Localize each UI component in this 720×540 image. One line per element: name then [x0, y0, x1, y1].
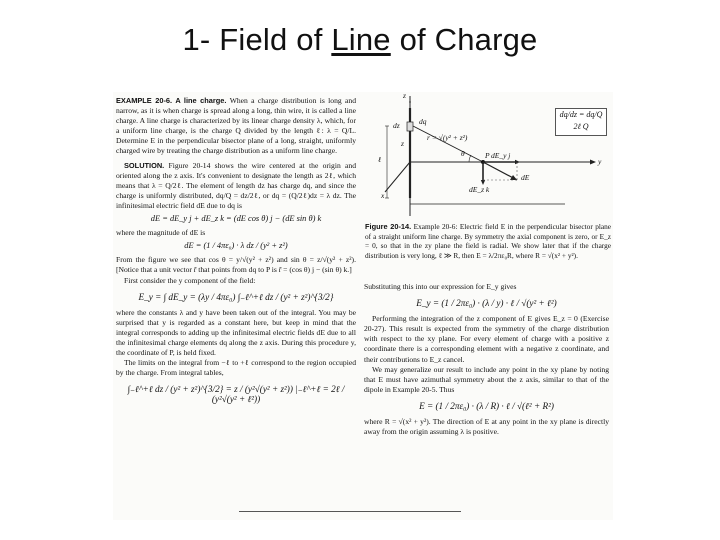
- figure-label-theta: θ: [461, 149, 465, 158]
- slide-title: [0, 22, 720, 58]
- figure-label-P: P: [485, 151, 490, 160]
- r-vector-line: [413, 126, 483, 162]
- equation-dE-vector: dE = dE_y j + dE_z k = (dE cos θ) j − (dE sin θ) k: [150, 214, 322, 224]
- magnitude-text: where the magnitude of dE is: [116, 228, 206, 238]
- equation-integral-table: ∫₋ℓ^+ℓ dz / (y² + z²)^{3/2} = z / (y²√(y² + z²)) |₋ℓ^+ℓ = 2ℓ / (y²√(y² + ℓ²)): [127, 384, 345, 405]
- figure-label-z-coordinate: z: [401, 139, 404, 148]
- figure-label-dE: dE: [521, 173, 530, 182]
- equation-dE-magnitude: dE = (1 / 4πε₀) · λ dz / (y² + z²): [184, 241, 288, 251]
- charge-element-dz: [407, 122, 413, 131]
- y-component-text: First consider the y component of the field:: [124, 275, 256, 285]
- figure-inset-formula: [555, 108, 607, 136]
- figure-label-ell: ℓ: [378, 155, 382, 164]
- solution-paragraph: [116, 161, 356, 211]
- inset-formula-line-1: dq/dz = dq/Q: [559, 110, 603, 119]
- figure-label-dEy-j: dE_y j: [491, 151, 511, 160]
- performing-paragraph: Performing the integration of the z component of E gives E_z = 0 (Exercise 20-27). This result is expected from the symmetry of the charge distribution with respect to the xy plane. For every element of charge with a positive z coordinate there is a corresponding element with a negative z coordinate, and their contributions to E_z cancel.: [364, 314, 609, 364]
- figure-20-14: [365, 91, 611, 220]
- x-axis-line: [385, 162, 410, 192]
- limits-paragraph: The limits on the integral from −ℓ to +ℓ correspond to the region occupied by the charge. From integral tables,: [116, 358, 356, 378]
- constants-paragraph: where the constants λ and y have been taken out of the integral. You may be surprised that y is regarded as a constant here, but keep in mind that the integral corresponds to adding up the infinitesimal electric fields dE due to all the infinitesimal charge elements dq along the z axis. During this procedure y, the coordinate of P, is held fixed.: [116, 307, 356, 358]
- example-intro: When a charge distribution is long and narrow, as it is when charge is spread along a long, thin wire, it is called a line charge. A line charge is characterized by its linear charge density λ, which, for a uniform line charge, is the charge Q divided by the length ℓ: λ = Q/L. Determine E in the perpendicular bisector plane of a long, straight, uniformly charged wire by treating the charge distribution as a uniform line charge.: [116, 96, 356, 156]
- left-column: [116, 96, 356, 411]
- figure-label-y-axis: y: [598, 157, 602, 166]
- figure-label-z-axis: z: [403, 91, 406, 100]
- figure-label-x-axis: x: [381, 191, 385, 200]
- example-heading: EXAMPLE 20-6. A line charge.: [116, 96, 227, 105]
- where-paragraph: where R = √(x² + y²). The direction of E at any point in the xy plane is directly away from the origin assuming λ is positive.: [364, 417, 609, 437]
- equation-Ey-result: E_y = (1 / 2πε₀) · (λ / y) · ℓ / √(y² + ℓ²): [416, 298, 557, 309]
- title-prefix: 1- Field of: [182, 22, 332, 57]
- figure-caption: [365, 222, 611, 260]
- inset-formula-line-2: 2ℓ Q: [573, 122, 589, 131]
- example-intro-paragraph: [116, 96, 356, 157]
- figure-label-dEz-k: dE_z k: [469, 185, 490, 194]
- caption-label: Figure 20-14.: [365, 222, 412, 231]
- right-column: [364, 282, 609, 437]
- figure-label-r: r = √(y² + z²): [427, 133, 468, 142]
- figure-geometry-text: From the figure we see that cos θ = y/√(y² + z²) and sin θ = z/√(y² + z²). [Notice that a unit vector r̂ that points from dq to P is r̂ = (cos θ) j − (sin θ) k.]: [116, 255, 356, 275]
- textbook-scan: [113, 92, 613, 520]
- figure-label-dq: dq: [419, 117, 427, 126]
- figure-label-dz: dz: [393, 121, 400, 130]
- title-underlined-word: Line: [331, 22, 391, 57]
- solution-heading: SOLUTION.: [124, 160, 165, 170]
- equation-Ey-integral: E_y = ∫ dE_y = (λy / 4πε₀) ∫₋ℓ^+ℓ dz / (y² + z²)^{3/2}: [138, 291, 334, 302]
- bottom-rule: [239, 511, 461, 512]
- caption-text: Example 20-6: Electric field E in the perpendicular bisector plane of a straight uniform line charge. By symmetry the axial component is zero, or E_z = 0, so that in the zy plane the field is radial. We show later that if the charge distribution is very long, ℓ ≫ R, then E = λ/2πε₀R, where R = √(x² + y²).: [365, 222, 611, 260]
- substituting-text: Substituting this into our expression for E_y gives: [364, 282, 517, 291]
- solution-text: Figure 20-14 shows the wire centered at the origin and oriented along the z axis. It's convenient to designate the length as 2ℓ, which means that λ = Q/2ℓ. The element of length dz has charge dq, and since the charge is uniformly distributed, dq/Q = dz/2ℓ, or dq = (Q/2ℓ)dz = λ dz. The infinitesimal electric field dE due to dq is: [116, 160, 356, 210]
- title-suffix: of Charge: [390, 22, 538, 57]
- equation-E-result: E = (1 / 2πε₀) · (λ / R) · ℓ / √(ℓ² + R²): [419, 400, 554, 411]
- generalize-paragraph: We may generalize our result to include any point in the xy plane by noting that E must have azimuthal symmetry about the z axis, similar to that of the dipole in Example 20-5. Thus: [364, 364, 609, 394]
